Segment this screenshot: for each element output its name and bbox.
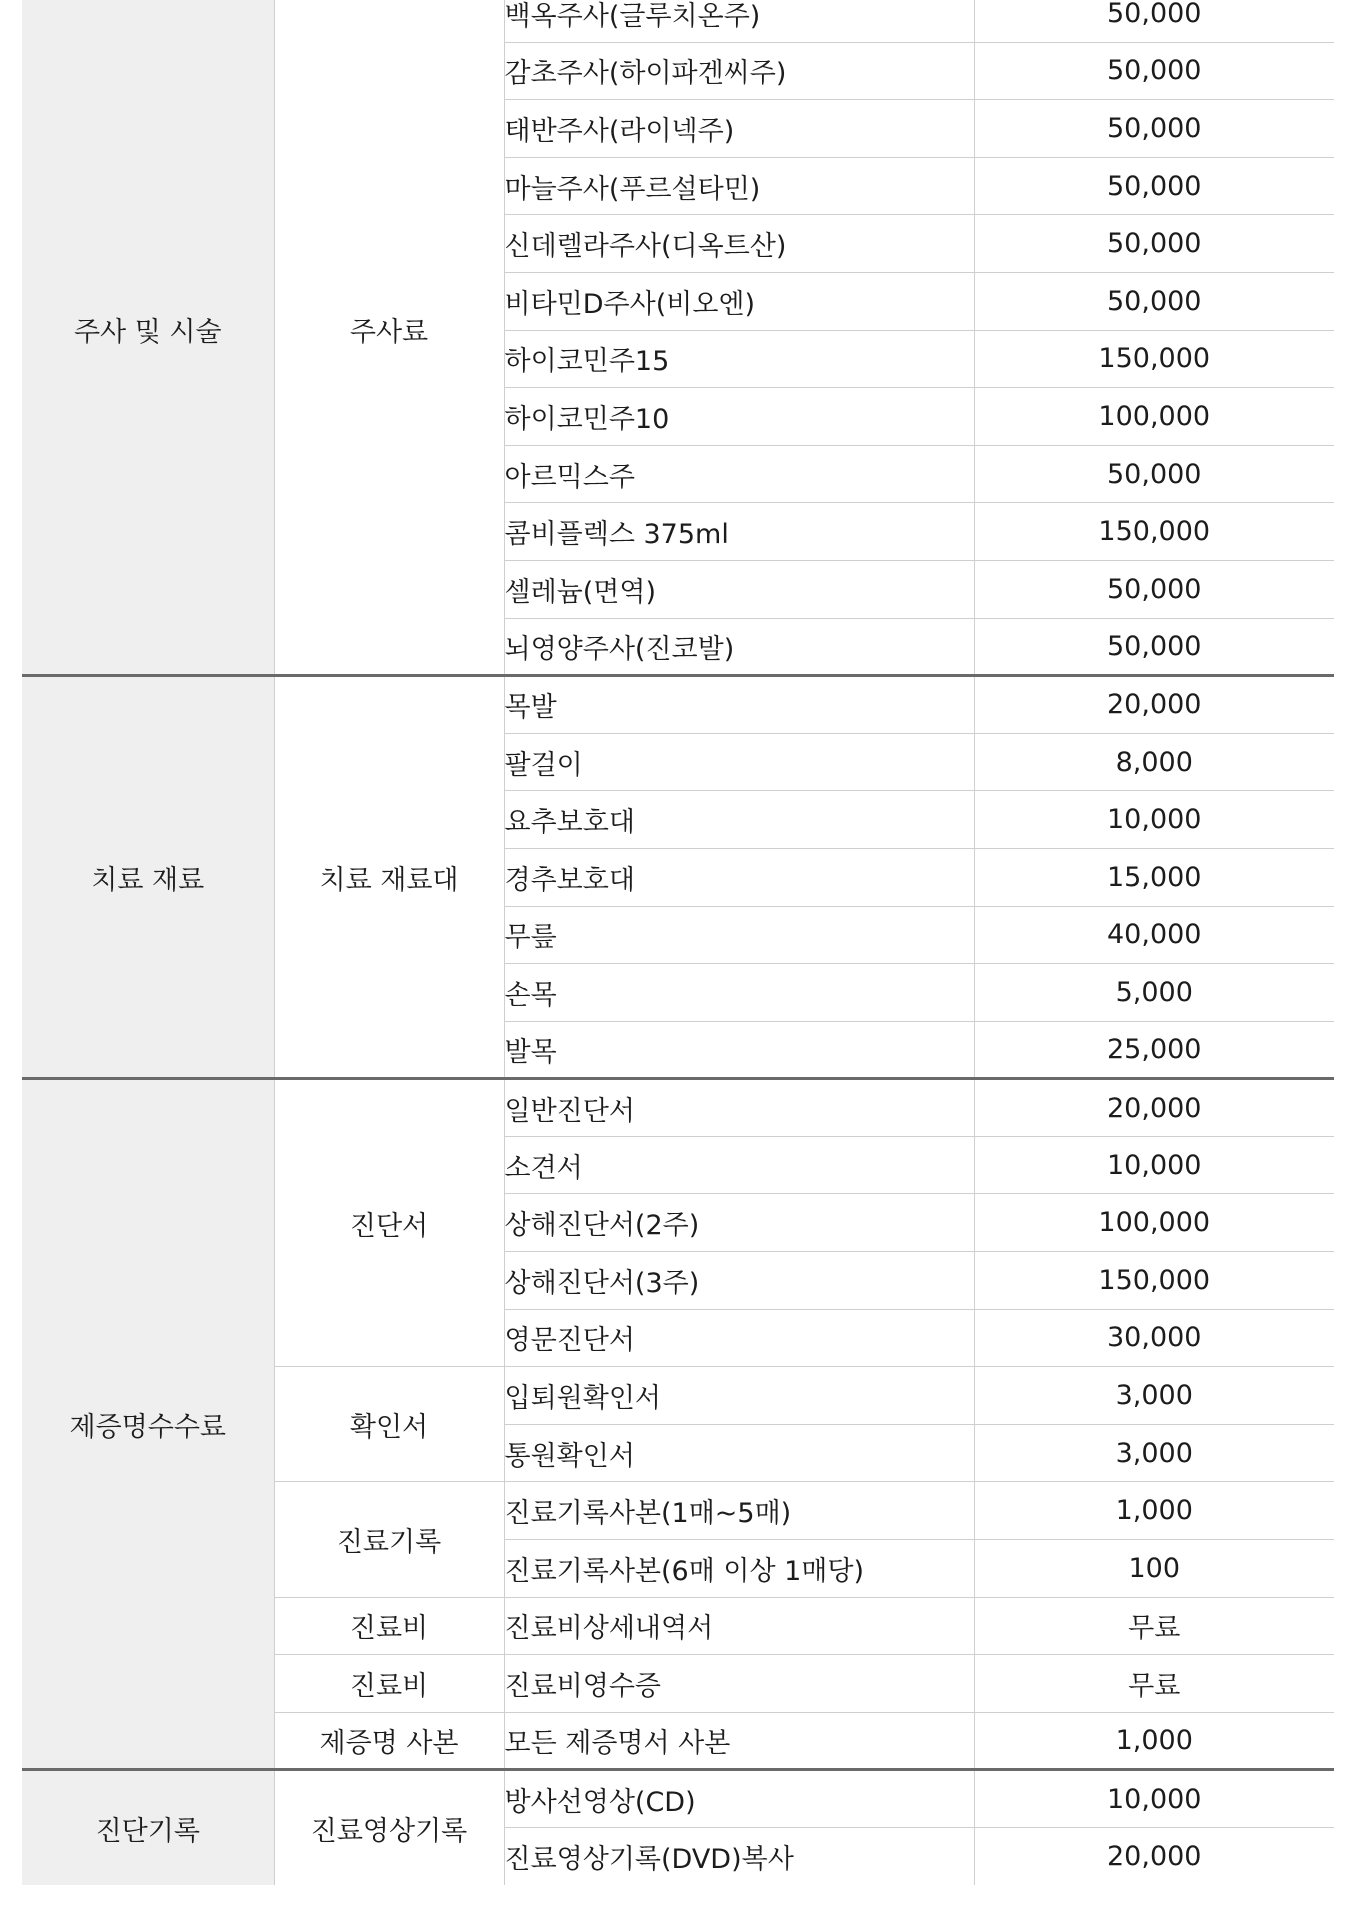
item-price-cell: 1,000 [974,1712,1334,1770]
item-name-cell: 진료비상세내역서 [504,1597,974,1655]
subcategory-cell: 제증명 사본 [274,1712,504,1770]
item-price-cell: 3,000 [974,1367,1334,1425]
subcategory-cell: 진료기록 [274,1482,504,1597]
subcategory-cell: 진료비 [274,1597,504,1655]
item-name-cell: 태반주사(라이넥주) [504,100,974,158]
item-price-cell: 무료 [974,1655,1334,1713]
item-name-cell: 진료기록사본(1매~5매) [504,1482,974,1540]
item-price-cell: 100 [974,1540,1334,1598]
item-name-cell: 셀레늄(면역) [504,560,974,618]
subcategory-cell: 치료 재료대 [274,676,504,1079]
table-row [22,1079,1334,1137]
table-row [22,0,1334,42]
subcategory-cell: 진료비 [274,1655,504,1713]
item-price-cell: 3,000 [974,1424,1334,1482]
item-name-cell: 팔걸이 [504,733,974,791]
item-name-cell: 방사선영상(CD) [504,1770,974,1828]
item-name-cell: 영문진단서 [504,1309,974,1367]
item-price-cell: 20,000 [974,1828,1334,1886]
table-row [22,1770,1334,1828]
category-cell: 진단기록 [22,1770,274,1885]
item-name-cell: 아르믹스주 [504,445,974,503]
subcategory-cell: 진단서 [274,1079,504,1367]
item-name-cell: 경추보호대 [504,848,974,906]
item-price-cell: 20,000 [974,676,1334,734]
item-price-cell: 10,000 [974,1770,1334,1828]
item-name-cell: 진료비영수증 [504,1655,974,1713]
item-name-cell: 발목 [504,1021,974,1079]
item-price-cell: 50,000 [974,272,1334,330]
subcategory-cell: 확인서 [274,1367,504,1482]
item-price-cell: 100,000 [974,1194,1334,1252]
item-name-cell: 요추보호대 [504,791,974,849]
item-name-cell: 비타민D주사(비오엔) [504,272,974,330]
item-price-cell: 50,000 [974,42,1334,100]
item-name-cell: 통원확인서 [504,1424,974,1482]
item-price-cell: 30,000 [974,1309,1334,1367]
table-row [22,676,1334,734]
item-name-cell: 감초주사(하이파겐씨주) [504,42,974,100]
item-price-cell: 150,000 [974,503,1334,561]
item-price-cell: 50,000 [974,0,1334,42]
item-price-cell: 50,000 [974,215,1334,273]
item-name-cell: 입퇴원확인서 [504,1367,974,1425]
category-cell: 주사 및 시술 [22,0,274,676]
item-price-cell: 50,000 [974,618,1334,676]
item-name-cell: 진료기록사본(6매 이상 1매당) [504,1540,974,1598]
item-price-cell: 25,000 [974,1021,1334,1079]
item-name-cell: 하이코민주10 [504,388,974,446]
category-cell: 치료 재료 [22,676,274,1079]
item-name-cell: 신데렐라주사(디옥트산) [504,215,974,273]
fee-table-body [22,0,1334,1885]
item-name-cell: 하이코민주15 [504,330,974,388]
item-price-cell: 1,000 [974,1482,1334,1540]
item-price-cell: 10,000 [974,791,1334,849]
fee-table [22,0,1334,1885]
item-name-cell: 마늘주사(푸르설타민) [504,157,974,215]
item-name-cell: 콤비플렉스 375ml [504,503,974,561]
subcategory-cell: 주사료 [274,0,504,676]
item-name-cell: 상해진단서(3주) [504,1252,974,1310]
item-price-cell: 8,000 [974,733,1334,791]
item-price-cell: 50,000 [974,445,1334,503]
item-name-cell: 백옥주사(글루치온주) [504,0,974,42]
item-name-cell: 손목 [504,964,974,1022]
item-price-cell: 50,000 [974,157,1334,215]
item-name-cell: 목발 [504,676,974,734]
item-price-cell: 50,000 [974,560,1334,618]
item-price-cell: 40,000 [974,906,1334,964]
item-name-cell: 뇌영양주사(진코발) [504,618,974,676]
subcategory-cell: 진료영상기록 [274,1770,504,1885]
item-price-cell: 15,000 [974,848,1334,906]
item-price-cell: 100,000 [974,388,1334,446]
item-name-cell: 진료영상기록(DVD)복사 [504,1828,974,1886]
item-price-cell: 무료 [974,1597,1334,1655]
item-name-cell: 일반진단서 [504,1079,974,1137]
item-price-cell: 20,000 [974,1079,1334,1137]
item-name-cell: 상해진단서(2주) [504,1194,974,1252]
item-price-cell: 5,000 [974,964,1334,1022]
item-name-cell: 소견서 [504,1136,974,1194]
item-price-cell: 50,000 [974,100,1334,158]
item-price-cell: 10,000 [974,1136,1334,1194]
category-cell: 제증명수수료 [22,1079,274,1770]
item-price-cell: 150,000 [974,330,1334,388]
fee-table-wrapper [22,0,1334,1885]
item-name-cell: 무릎 [504,906,974,964]
item-price-cell: 150,000 [974,1252,1334,1310]
item-name-cell: 모든 제증명서 사본 [504,1712,974,1770]
